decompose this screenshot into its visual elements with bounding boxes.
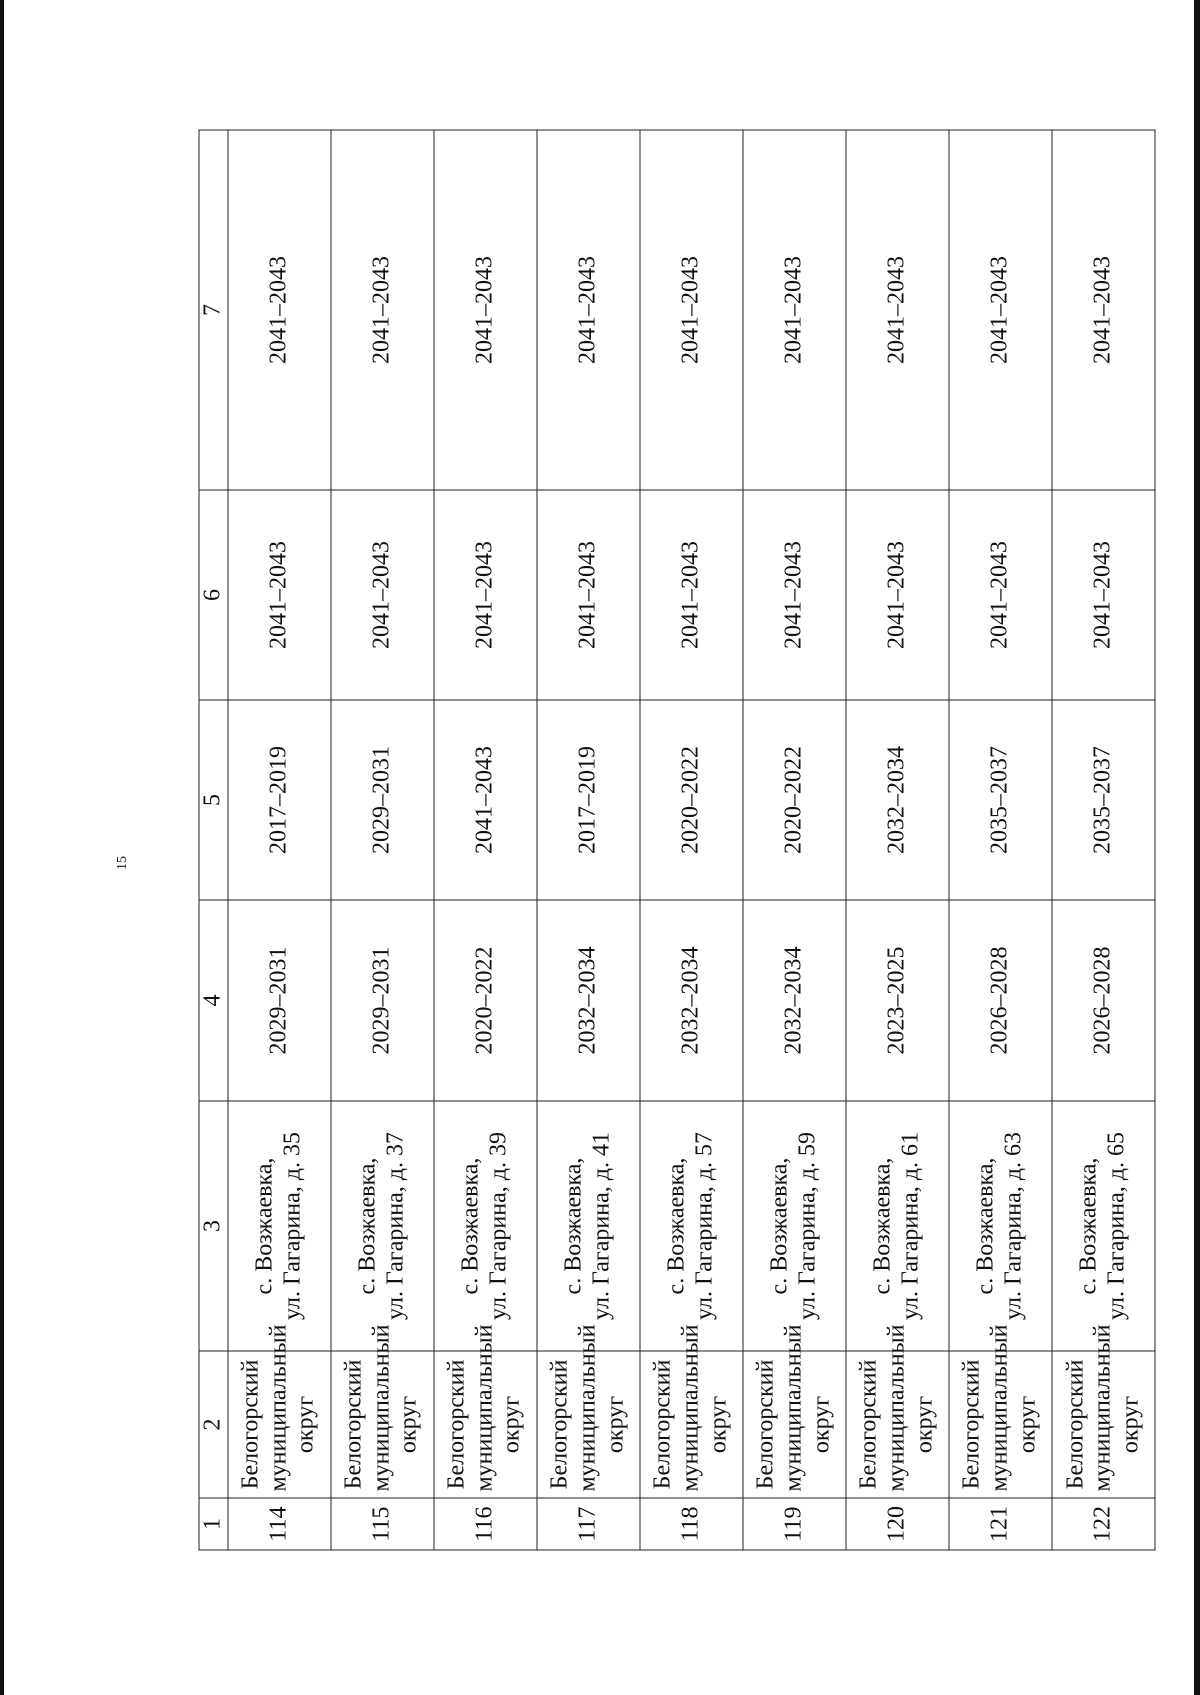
table-row: [1051, 130, 1154, 1550]
address-cell: [227, 1101, 330, 1351]
district-cell: [227, 1324, 330, 1498]
period-cell-c4: 2023–2025: [845, 900, 948, 1101]
district-line: муниципальный: [1089, 1324, 1116, 1492]
page-number: 15: [115, 856, 130, 870]
address-line: с. Возжаевка,: [251, 1157, 278, 1295]
period-cell-c6: 2041–2043: [227, 490, 330, 700]
district-line: муниципальный: [470, 1324, 497, 1492]
period-cell-c6: 2041–2043: [330, 490, 433, 700]
row-number-cell: 119: [742, 1498, 845, 1550]
period-cell-c4: 2026–2028: [948, 900, 1051, 1101]
period-cell-c6: 2041–2043: [536, 490, 639, 700]
row-number-cell: 122: [1051, 1498, 1154, 1550]
district-cell: [948, 1324, 1051, 1498]
period-cell-c7: 2041–2043: [639, 130, 742, 490]
period-cell-c7: 2041–2043: [433, 130, 536, 490]
table-row: [433, 130, 536, 1550]
column-header: 5: [199, 700, 228, 900]
table-row: [330, 130, 433, 1550]
row-number-cell: 118: [639, 1498, 742, 1550]
period-cell-c5: 2041–2043: [433, 700, 536, 900]
table-row: [845, 130, 948, 1550]
district-line: Белогорский: [855, 1359, 882, 1490]
period-cell-c7: 2041–2043: [1051, 130, 1154, 490]
district-cell: [639, 1324, 742, 1498]
period-cell-c4: 2029–2031: [227, 900, 330, 1101]
period-cell-c5: 2029–2031: [330, 700, 433, 900]
district-line: Белогорский: [340, 1359, 367, 1490]
address-line: с. Возжаевка,: [663, 1157, 690, 1295]
period-cell-c5: 2020–2022: [639, 700, 742, 900]
period-cell-c7: 2041–2043: [330, 130, 433, 490]
row-number-cell: 117: [536, 1498, 639, 1550]
period-cell-c4: 2029–2031: [330, 900, 433, 1101]
period-cell-c5: 2032–2034: [845, 700, 948, 900]
period-cell-c5: 2035–2037: [948, 700, 1051, 900]
address-line: с. Возжаевка,: [1075, 1157, 1102, 1295]
district-cell: [536, 1324, 639, 1498]
address-line: ул. Гагарина, д. 59: [793, 1132, 820, 1320]
district-line: Белогорский: [443, 1359, 470, 1490]
row-number-cell: 114: [227, 1498, 330, 1550]
address-line: ул. Гагарина, д. 37: [381, 1132, 408, 1320]
scan-edge-right: [1194, 0, 1200, 1695]
district-line: округ: [395, 1395, 422, 1454]
period-cell-c6: 2041–2043: [845, 490, 948, 700]
period-cell-c4: 2020–2022: [433, 900, 536, 1101]
district-line: округ: [1116, 1395, 1143, 1454]
period-cell-c4: 2032–2034: [536, 900, 639, 1101]
district-line: округ: [498, 1395, 525, 1454]
address-line: с. Возжаевка,: [972, 1157, 999, 1295]
column-header: 1: [199, 1498, 228, 1550]
period-cell-c7: 2041–2043: [536, 130, 639, 490]
district-line: округ: [704, 1395, 731, 1454]
district-cell: [1051, 1324, 1154, 1498]
table-row: [639, 130, 742, 1550]
period-cell-c7: 2041–2043: [742, 130, 845, 490]
district-line: округ: [292, 1395, 319, 1454]
column-header: 3: [199, 1101, 228, 1351]
address-cell: [330, 1101, 433, 1351]
column-header: 4: [199, 900, 228, 1101]
period-cell-c4: 2026–2028: [1051, 900, 1154, 1101]
period-cell-c6: 2041–2043: [948, 490, 1051, 700]
address-line: с. Возжаевка,: [354, 1157, 381, 1295]
district-line: муниципальный: [367, 1324, 394, 1492]
address-cell: [433, 1101, 536, 1351]
address-line: с. Возжаевка,: [457, 1157, 484, 1295]
table-row: [227, 130, 330, 1550]
period-cell-c6: 2041–2043: [433, 490, 536, 700]
rotated-table-wrapper: [198, 131, 1155, 1551]
table-row: [742, 130, 845, 1550]
address-line: ул. Гагарина, д. 41: [587, 1132, 614, 1320]
period-cell-c6: 2041–2043: [742, 490, 845, 700]
district-cell: [845, 1324, 948, 1498]
column-header: 6: [199, 490, 228, 700]
district-line: Белогорский: [958, 1359, 985, 1490]
address-line: ул. Гагарина, д. 61: [896, 1132, 923, 1320]
district-line: Белогорский: [546, 1359, 573, 1490]
district-cell: [433, 1324, 536, 1498]
district-line: муниципальный: [264, 1324, 291, 1492]
address-cell: [948, 1101, 1051, 1351]
row-number-cell: 116: [433, 1498, 536, 1550]
row-number-cell: 115: [330, 1498, 433, 1550]
scan-edge-left: [0, 0, 4, 1695]
column-header: 2: [199, 1351, 228, 1498]
address-line: ул. Гагарина, д. 39: [484, 1132, 511, 1320]
district-line: муниципальный: [779, 1324, 806, 1492]
district-line: округ: [910, 1395, 937, 1454]
district-line: округ: [601, 1395, 628, 1454]
address-cell: [536, 1101, 639, 1351]
period-cell-c6: 2041–2043: [639, 490, 742, 700]
address-line: ул. Гагарина, д. 63: [999, 1132, 1026, 1320]
row-number-cell: 121: [948, 1498, 1051, 1550]
table-row: [536, 130, 639, 1550]
period-cell-c4: 2032–2034: [639, 900, 742, 1101]
district-line: муниципальный: [986, 1324, 1013, 1492]
table-row: [948, 130, 1051, 1550]
address-cell: [845, 1101, 948, 1351]
district-cell: [330, 1324, 433, 1498]
address-line: ул. Гагарина, д. 65: [1102, 1132, 1129, 1320]
district-line: Белогорский: [1061, 1359, 1088, 1490]
district-line: Белогорский: [237, 1359, 264, 1490]
table-header-row: [199, 130, 228, 1550]
district-line: округ: [1013, 1395, 1040, 1454]
district-cell: [742, 1324, 845, 1498]
period-cell-c5: 2017–2019: [536, 700, 639, 900]
district-line: муниципальный: [573, 1324, 600, 1492]
address-line: с. Возжаевка,: [766, 1157, 793, 1295]
district-line: Белогорский: [649, 1359, 676, 1490]
district-line: муниципальный: [676, 1324, 703, 1492]
schedule-table: [198, 130, 1155, 1551]
period-cell-c5: 2017–2019: [227, 700, 330, 900]
district-line: Белогорский: [752, 1359, 779, 1490]
address-cell: [742, 1101, 845, 1351]
address-cell: [1051, 1101, 1154, 1351]
period-cell-c7: 2041–2043: [845, 130, 948, 490]
address-line: с. Возжаевка,: [560, 1157, 587, 1295]
period-cell-c7: 2041–2043: [948, 130, 1051, 490]
period-cell-c7: 2041–2043: [227, 130, 330, 490]
district-line: муниципальный: [883, 1324, 909, 1492]
column-header: 7: [199, 130, 228, 490]
address-cell: [639, 1101, 742, 1351]
address-line: ул. Гагарина, д. 35: [278, 1132, 305, 1320]
period-cell-c5: 2035–2037: [1051, 700, 1154, 900]
address-line: ул. Гагарина, д. 57: [690, 1132, 717, 1320]
row-number-cell: 120: [845, 1498, 948, 1550]
address-line: с. Возжаевка,: [869, 1157, 896, 1295]
period-cell-c6: 2041–2043: [1051, 490, 1154, 700]
period-cell-c4: 2032–2034: [742, 900, 845, 1101]
district-line: округ: [807, 1395, 834, 1454]
period-cell-c5: 2020–2022: [742, 700, 845, 900]
